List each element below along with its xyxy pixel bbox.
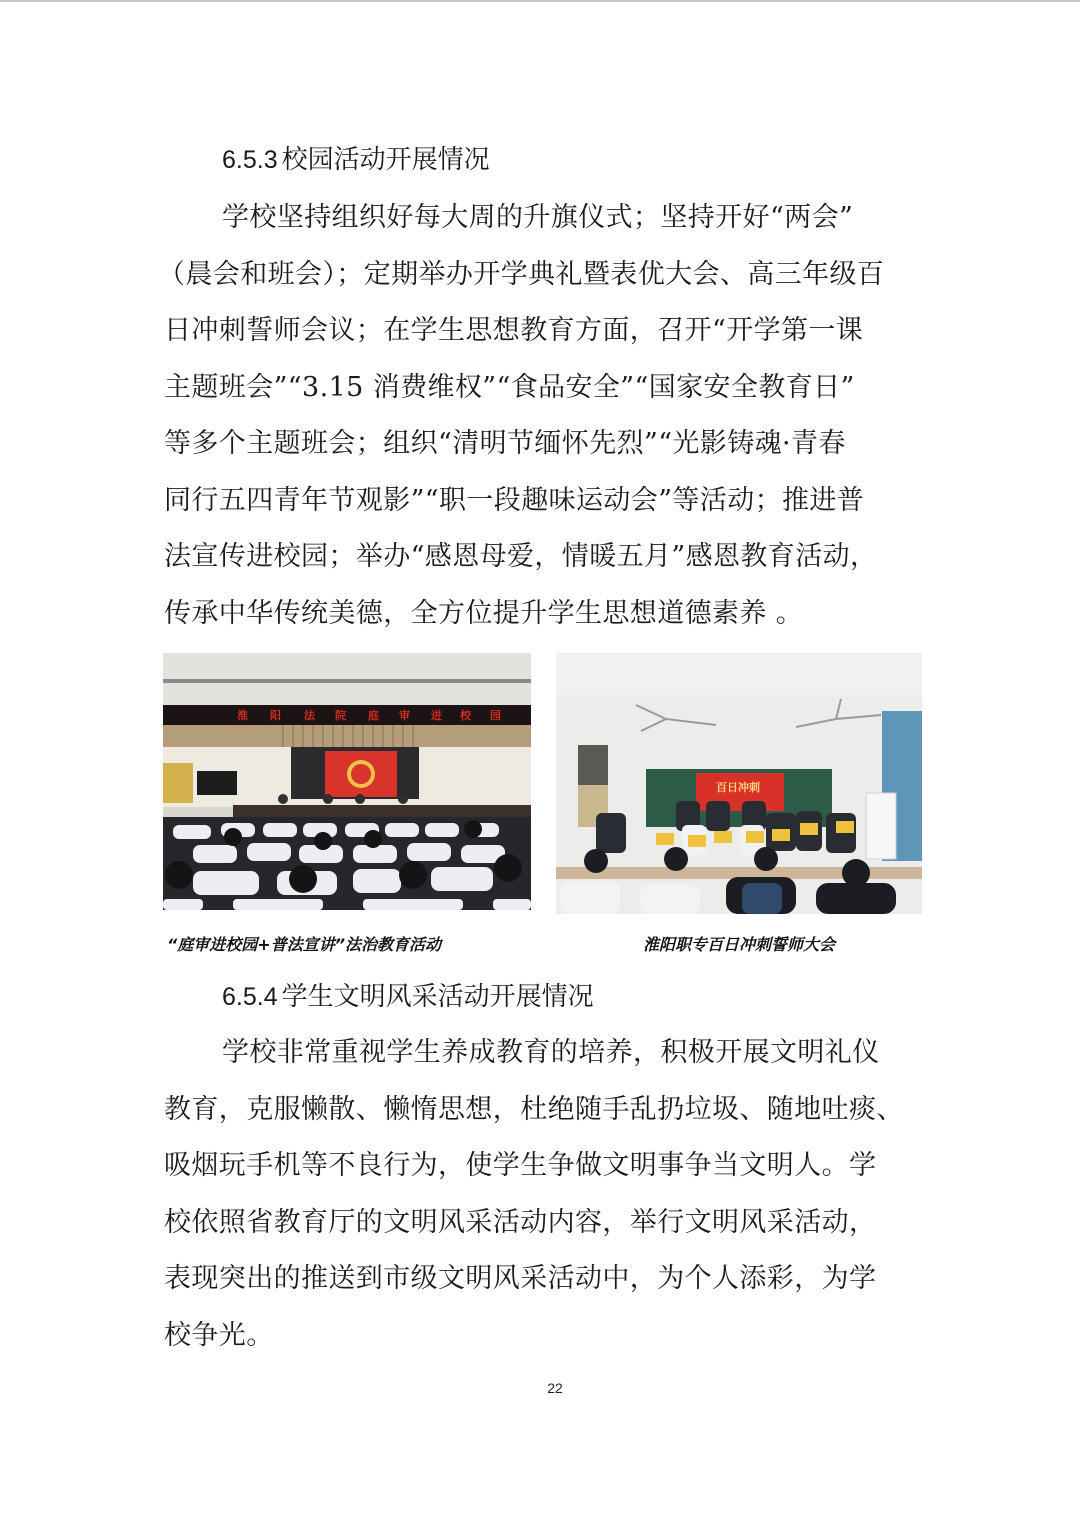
page-top-border bbox=[0, 0, 1080, 2]
svg-text:法: 法 bbox=[304, 709, 315, 722]
paragraph-line: 传承中华传统美德，全方位提升学生思想道德素养 。 bbox=[164, 597, 804, 629]
paragraph-line: 日冲刺誓师会议；在学生思想教育方面，召开“开学第一课 bbox=[164, 315, 864, 346]
photo-court-hearing-image bbox=[163, 653, 531, 910]
section-number: 6.5.4 bbox=[222, 983, 278, 1011]
section-number: 6.5.3 bbox=[222, 146, 278, 174]
section-title: 校园活动开展情况 bbox=[281, 145, 490, 175]
paragraph-line: 校争光。 bbox=[164, 1319, 274, 1351]
paragraph-line: （晨会和班会）；定期举办开学典礼暨表优大会、高三年级百 bbox=[158, 258, 885, 290]
paragraph-line: 教育，克服懒散、懒惰思想，杜绝随手乱扔垃圾、随地吐痰、 bbox=[164, 1093, 904, 1125]
svg-text:院: 院 bbox=[335, 709, 346, 722]
svg-text:校: 校 bbox=[460, 709, 471, 722]
section-heading-6-5-4 bbox=[222, 980, 594, 1014]
paragraph-line: 等多个主题班会；组织“清明节缅怀先烈”“光影铸魂·青春 bbox=[164, 428, 846, 459]
section-6-5-4-paragraph bbox=[164, 1025, 924, 1364]
paragraph-line: 法宣传进校园；举办“感恩母爱，情暖五月”感恩教育活动， bbox=[164, 541, 878, 572]
svg-text:百日冲刺: 百日冲刺 bbox=[716, 781, 760, 794]
photo-caption-oath-rally: 淮阳职专百日冲刺誓师大会 bbox=[643, 935, 836, 954]
section-heading-6-5-3 bbox=[222, 143, 490, 177]
svg-text:进: 进 bbox=[431, 709, 442, 722]
svg-text:审: 审 bbox=[399, 709, 410, 722]
svg-text:淮: 淮 bbox=[237, 709, 248, 722]
paragraph-line: 同行五四青年节观影”“职一段趣味运动会”等活动；推进普 bbox=[164, 484, 865, 516]
photo-caption-court-hearing: “庭审进校园+普法宣讲”法治教育活动 bbox=[167, 935, 442, 954]
paragraph-line: 主题班会”“3.15 消费维权”“食品安全”“国家安全教育日” bbox=[164, 371, 855, 403]
page-number: 22 bbox=[547, 1380, 563, 1396]
paragraph-line: 吸烟玩手机等不良行为，使学生争做文明事争当文明人。学 bbox=[164, 1150, 877, 1181]
paragraph-line: 学校非常重视学生养成教育的培养，积极开展文明礼仪 bbox=[222, 1037, 880, 1068]
svg-text:庭: 庭 bbox=[368, 709, 379, 722]
section-6-5-3-paragraph bbox=[158, 190, 924, 642]
section-title: 学生文明风采活动开展情况 bbox=[281, 982, 594, 1012]
photo-court-hearing-on-campus bbox=[163, 653, 531, 910]
svg-text:阳: 阳 bbox=[270, 709, 281, 722]
paragraph-line: 表现突出的推送到市级文明风采活动中，为个人添彩，为学 bbox=[164, 1263, 877, 1294]
paragraph-line: 校依照省教育厅的文明风采活动内容，举行文明风采活动， bbox=[164, 1206, 877, 1238]
svg-text:园: 园 bbox=[490, 709, 501, 722]
photo-hundred-day-oath-rally bbox=[556, 653, 922, 914]
photo-oath-rally-image bbox=[556, 653, 922, 914]
paragraph-line: 学校坚持组织好每大周的升旗仪式；坚持开好“两会” bbox=[222, 202, 854, 233]
